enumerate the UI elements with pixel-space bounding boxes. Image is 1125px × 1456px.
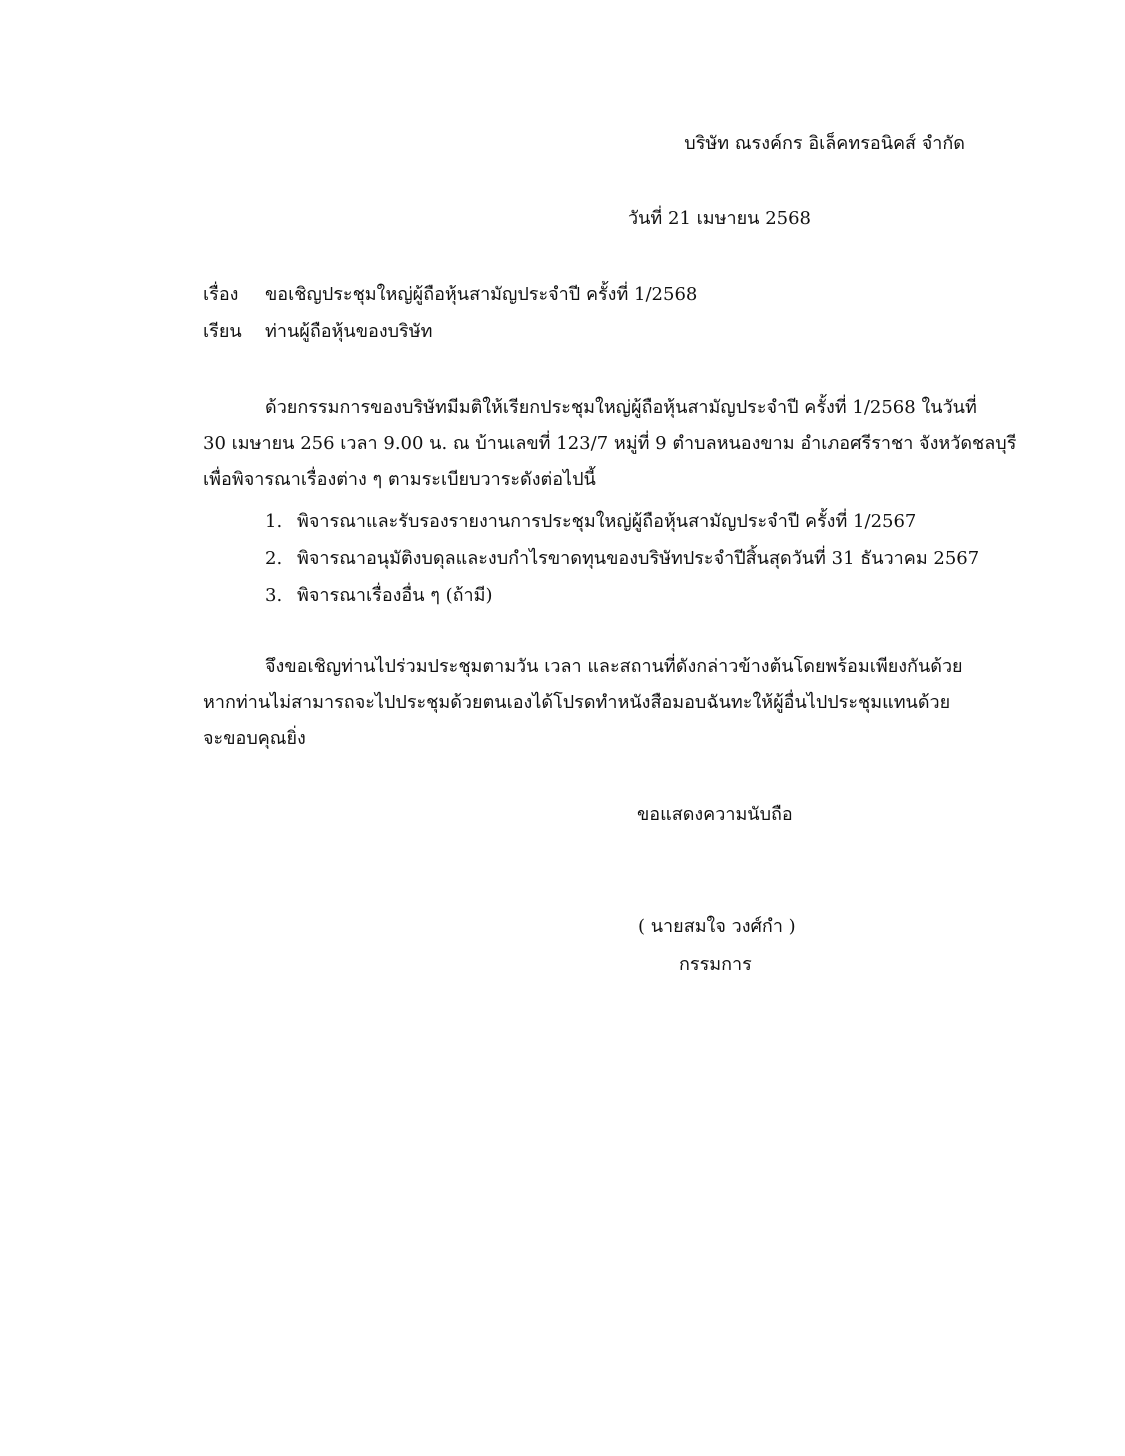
letter-date: วันที่ 21 เมษายน 2568 [628, 208, 811, 229]
paragraph-line: 30 เมษายน 256 เวลา 9.00 น. ณ บ้านเลขที่ 123/7 หมู่ที่ 9 ตำบลหนองขาม อำเภอศรีราชา จังหวัดชลบุรี [203, 433, 1017, 454]
agenda-list [265, 503, 980, 614]
agenda-text: พิจารณาอนุมัติงบดุลและงบกำไรขาดทุนของบริษัทประจำปีสิ้นสุดวันที่ 31 ธันวาคม 2567 [297, 548, 980, 569]
paragraph-line: ด้วยกรรมการของบริษัทมีมติให้เรียกประชุมใหญ่ผู้ถือหุ้นสามัญประจำปี ครั้งที่ 1/2568 ในวันที่ [265, 397, 977, 418]
agenda-item [265, 503, 965, 540]
body-paragraph-2 [203, 649, 965, 757]
to-text: ท่านผู้ถือหุ้นของบริษัท [265, 321, 433, 342]
paragraph-line: เพื่อพิจารณาเรื่องต่าง ๆ ตามระเบียบวาระดังต่อไปนี้ [203, 469, 596, 490]
signer-title: กรรมการ [679, 954, 752, 975]
agenda-text: พิจารณาเรื่องอื่น ๆ (ถ้ามี) [297, 585, 493, 606]
paragraph-line: จึงขอเชิญท่านไปร่วมประชุมตามวัน เวลา และสถานที่ดังกล่าวข้างต้นโดยพร้อมเพียงกันด้วย [265, 656, 963, 677]
company-name: บริษัท ณรงค์กร อิเล็คทรอนิคส์ จำกัด [684, 133, 965, 154]
agenda-number: 2. [265, 548, 283, 569]
agenda-text: พิจารณาและรับรองรายงานการประชุมใหญ่ผู้ถือหุ้นสามัญประจำปี ครั้งที่ 1/2567 [297, 511, 917, 532]
agenda-item [265, 577, 965, 614]
agenda-number: 3. [265, 585, 283, 606]
paragraph-line: จะขอบคุณยิ่ง [203, 728, 306, 749]
signer-name: ( นายสมใจ วงศ์กำ ) [638, 916, 796, 937]
subject-label: เรื่อง [203, 284, 239, 305]
paragraph-line: หากท่านไม่สามารถจะไปประชุมด้วยตนเองได้โปรดทำหนังสือมอบฉันทะให้ผู้อื่นไปประชุมแทนด้วย [203, 692, 951, 713]
agenda-item [265, 540, 980, 577]
closing-text: ขอแสดงความนับถือ [637, 804, 793, 825]
subject-text: ขอเชิญประชุมใหญ่ผู้ถือหุ้นสามัญประจำปี ครั้งที่ 1/2568 [265, 284, 698, 305]
to-label: เรียน [203, 321, 242, 342]
body-paragraph-1 [203, 390, 1017, 498]
agenda-number: 1. [265, 511, 283, 532]
